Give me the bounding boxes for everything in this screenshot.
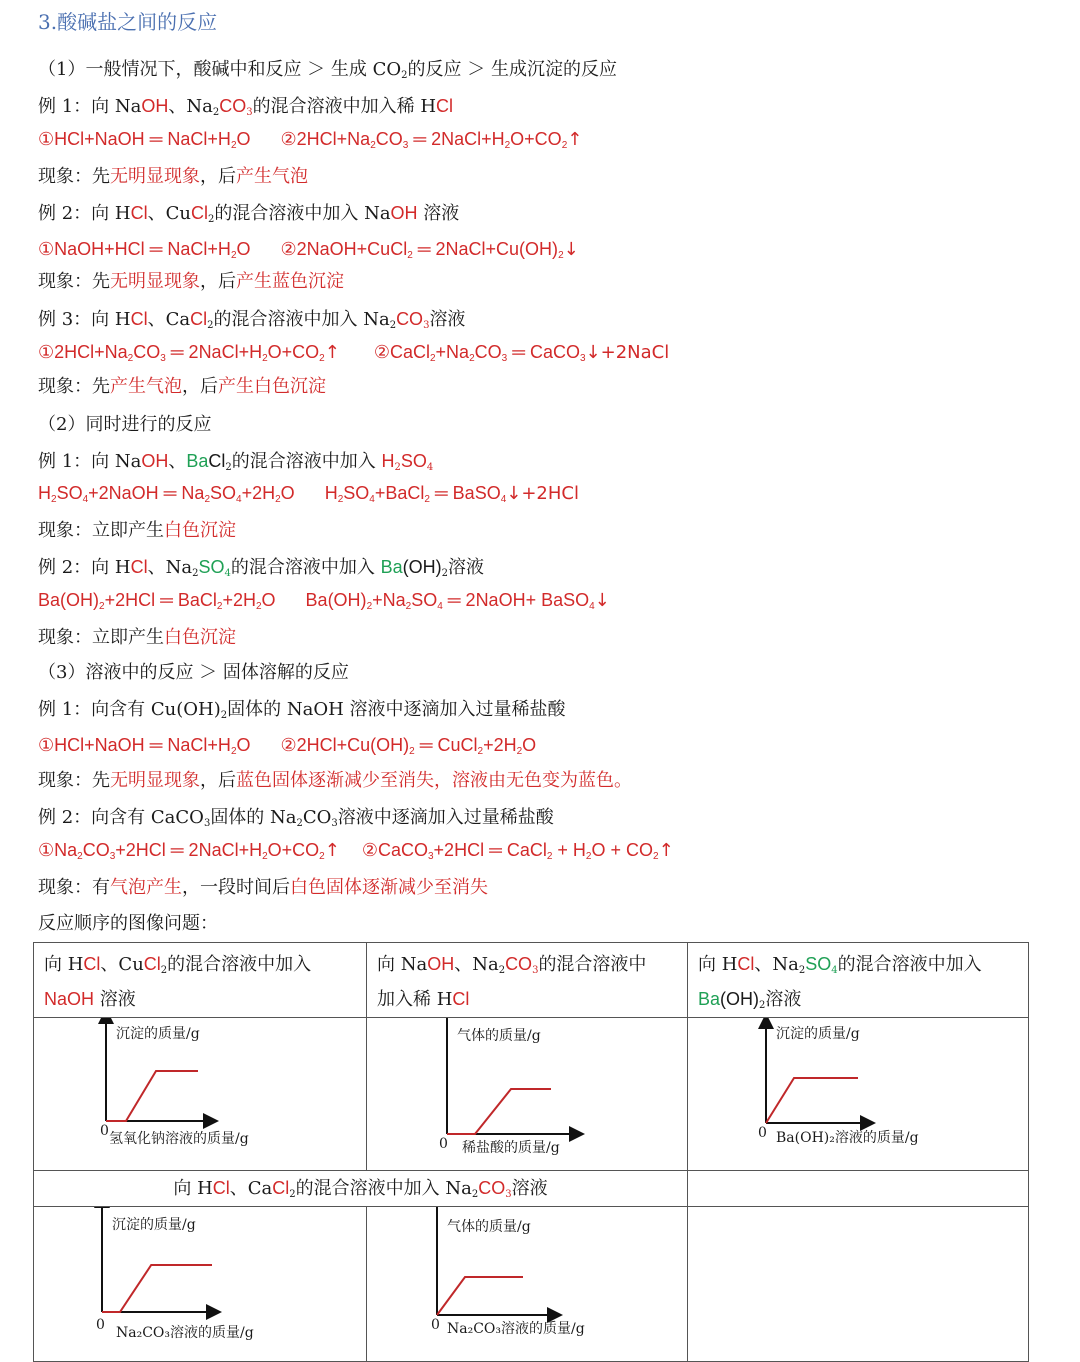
series-line <box>106 1071 198 1121</box>
origin-label: 0 <box>431 1317 440 1333</box>
series-line <box>766 1078 858 1123</box>
series-line <box>102 1265 212 1312</box>
y-axis-label: 沉淀的质量/g <box>112 1217 196 1233</box>
graph-section-title: 反应顺序的图像问题： <box>38 913 218 934</box>
origin-label: 0 <box>439 1136 448 1152</box>
s1-ex2-label: 例 2：向 HCl、CuCl$_2$的混合溶液中加入 NaOH 溶液 <box>38 203 460 225</box>
section3-heading: （3）溶液中的反应 ＞ 固体溶解的反应 <box>38 662 349 683</box>
header-row2: 向 HCl、CaCl$_2$的混合溶液中加入 $Na_2CO_3$溶液 <box>34 1171 688 1207</box>
section2-heading: （2）同时进行的反应 <box>38 414 212 435</box>
header-cell-3: 向 HCl、$Na_2SO_4$的混合溶液中加入 $Ba(OH)_2$溶液 <box>688 943 1029 1018</box>
chart-cell-2 <box>367 1018 688 1171</box>
s2-ex2-phenomenon: 现象：立即产生白色沉淀 <box>38 627 236 648</box>
empty-cell-2 <box>688 1207 1029 1362</box>
x-axis-label: 氢氧化钠溶液的质量/g <box>109 1131 249 1147</box>
graph-table <box>33 942 1029 1362</box>
s3-ex2-label: 例 2：向含有 CaCO$_3$固体的 $Na_2CO_3$溶液中逐滴加入过量稀盐酸 <box>38 807 554 829</box>
s3-ex1-equations: ①HCl+NaOH ═ $NaCl+H_2O$ $②2HCl+Cu(OH)_2$ ═ $CuCl_2+2H_2O$ <box>38 735 537 757</box>
s1-ex1-equations: ①HCl+NaOH ═ $NaCl+H_2O$ $②2HCl+Na_2CO_3$ ═ $2NaCl+H_2O+CO_2↑$ <box>38 129 583 151</box>
s3-ex1-label: 例 1：向含有 $Cu(OH)_2$固体的 NaOH 溶液中逐滴加入过量稀盐酸 <box>38 699 566 721</box>
chart-cell-4 <box>34 1207 367 1362</box>
header-cell-1: 向 HCl、CuCl$_2$的混合溶液中加入 NaOH 溶液 <box>34 943 367 1018</box>
s1-ex3-equations: $①2HCl+Na_2CO_3$ ═ $2NaCl+H_2O+CO_2↑$ $②CaCl_2+Na_2CO_3$ ═ CaCO$_3$↓+2NaCl <box>38 342 670 364</box>
x-axis-label: Na₂CO₃溶液的质量/g <box>116 1325 254 1341</box>
s1-ex3-label: 例 3：向 HCl、CaCl$_2$的混合溶液中加入 $Na_2CO_3$溶液 <box>38 309 466 331</box>
s2-ex2-equations: $Ba(OH)_2+2HCl$ ═ $BaCl_2+2H_2O$ $Ba(OH)_2+Na_2SO_4$ ═ 2NaOH+ BaSO$_4$↓ <box>38 590 610 612</box>
header-cell-2: 向 NaOH、$Na_2CO_3$的混合溶液中 加入稀 HCl <box>367 943 688 1018</box>
s2-ex1-label: 例 1：向 NaOH、BaCl$_2$的混合溶液中加入 $H_2SO_4$ <box>38 451 434 473</box>
s2-ex2-label: 例 2：向 HCl、$Na_2SO_4$的混合溶液中加入 $Ba(OH)_2$溶液 <box>38 557 484 579</box>
s2-ex1-equations: $H_2SO_4+2NaOH$ ═ $Na_2SO_4+2H_2O$ $H_2SO_4+BaCl_2$ ═ BaSO$_4$↓+2HCl <box>38 483 579 505</box>
s1-ex1-phenomenon: 现象：先无明显现象，后产生气泡 <box>38 166 308 187</box>
s3-ex1-phenomenon: 现象：先无明显现象，后蓝色固体逐渐减少至消失，溶液由无色变为蓝色。 <box>38 770 632 791</box>
x-axis-label: Ba(OH)₂溶液的质量/g <box>776 1130 919 1146</box>
chart-cell-1 <box>34 1018 367 1171</box>
y-axis-label: 沉淀的质量/g <box>776 1026 860 1042</box>
empty-cell <box>688 1171 1029 1207</box>
s1-ex1-label: 例 1：向 NaOH、$Na_2CO_3$的混合溶液中加入稀 HCl <box>38 96 454 118</box>
origin-label: 0 <box>758 1125 767 1141</box>
section1-heading: （1）一般情况下，酸碱中和反应 ＞ 生成 $CO_2$的反应 ＞ 生成沉淀的反应 <box>38 59 617 81</box>
x-axis-label: 稀盐酸的质量/g <box>462 1140 560 1156</box>
chart-cell-5 <box>367 1207 688 1362</box>
y-axis-label: 气体的质量/g <box>447 1219 531 1235</box>
origin-label: 0 <box>96 1317 105 1333</box>
chart-cell-3 <box>688 1018 1029 1171</box>
s2-ex1-phenomenon: 现象：立即产生白色沉淀 <box>38 520 236 541</box>
series-line <box>437 1277 523 1315</box>
y-axis-label: 沉淀的质量/g <box>116 1026 200 1042</box>
y-axis-label: 气体的质量/g <box>457 1028 541 1044</box>
s3-ex2-equations: $①Na_2CO_3+2HCl$ ═ $2NaCl+H_2O+CO_2↑$ ②CaCO$_3$+2HCl ═ CaCl$_2$ + $H_2O$ + $CO_2↑$ <box>38 840 674 862</box>
x-axis-label: Na₂CO₃溶液的质量/g <box>447 1321 585 1337</box>
page-title: 3.酸碱盐之间的反应 <box>38 10 218 34</box>
s1-ex2-equations: ①NaOH+HCl ═ $NaCl+H_2O$ ②2NaOH+CuCl$_2$ ═ $2NaCl+Cu(OH)_2↓$ <box>38 239 579 261</box>
s3-ex2-phenomenon: 现象：有气泡产生，一段时间后白色固体逐渐减少至消失 <box>38 877 488 898</box>
s1-ex2-phenomenon: 现象：先无明显现象，后产生蓝色沉淀 <box>38 271 344 292</box>
series-line <box>447 1089 551 1134</box>
s1-ex3-phenomenon: 现象：先产生气泡，后产生白色沉淀 <box>38 376 326 397</box>
origin-label: 0 <box>100 1123 109 1139</box>
